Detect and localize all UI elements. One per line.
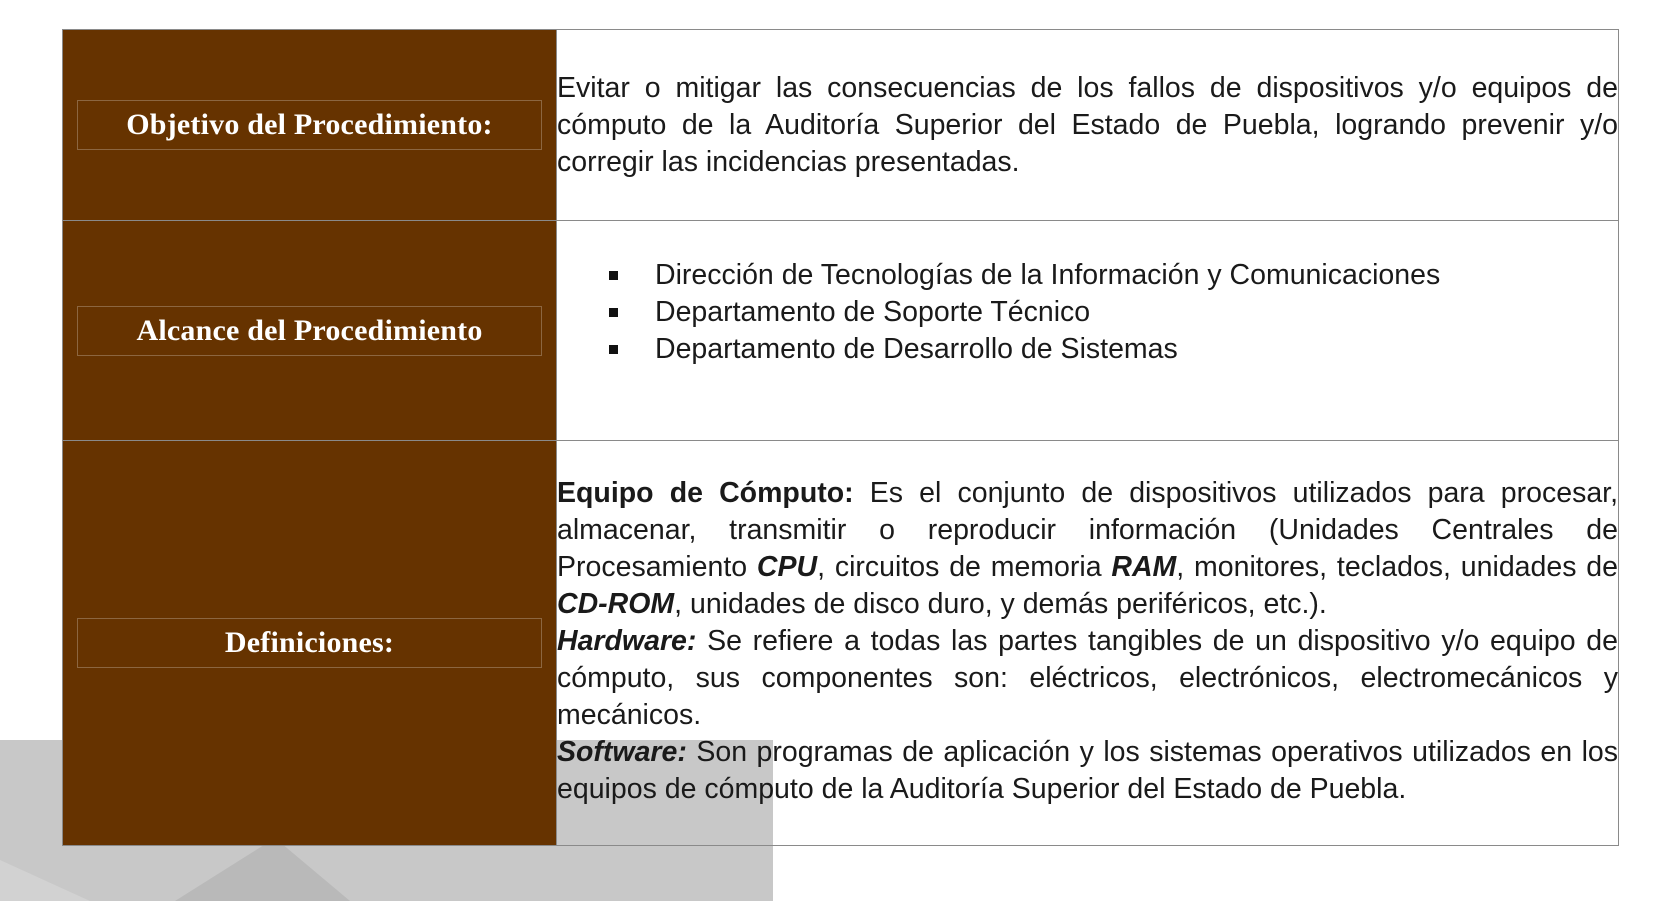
definition-hardware xyxy=(557,623,1618,734)
square-bullet-icon xyxy=(609,308,618,317)
list-item xyxy=(609,331,1618,368)
definition-acronym: RAM xyxy=(1111,550,1177,583)
definition-software xyxy=(557,734,1618,808)
definition-text: , monitores, teclados, unidades de xyxy=(1176,550,1618,583)
definition-text: Son programas de aplicación y los sistemas operativos utilizados en los equipos de cómputo de la Auditoría Superior del Estado de Puebla. xyxy=(557,735,1618,805)
objective-label-cell xyxy=(63,30,557,221)
definitions-label: Definiciones: xyxy=(224,626,395,659)
scope-label-cell xyxy=(63,221,557,441)
definition-term: Hardware: xyxy=(557,624,697,657)
definition-term: Equipo de Cómputo: xyxy=(557,476,854,509)
scope-item-text: Departamento de Soporte Técnico xyxy=(655,296,1091,328)
definition-acronym: CD-ROM xyxy=(557,587,675,620)
label-band xyxy=(77,618,542,668)
definition-equipo xyxy=(557,475,1618,623)
scope-list xyxy=(557,257,1618,404)
square-bullet-icon xyxy=(609,271,618,280)
definitions-list xyxy=(557,457,1618,830)
scope-item-text: Departamento de Desarrollo de Sistemas xyxy=(655,333,1178,365)
objective-text: Evitar o mitigar las consecuencias de los fallos de dispositivos y/o equipos de cómputo de la Auditoría Superior del Estado de Puebla, logrando prevenir y/o corregir las incidencias presentadas. xyxy=(557,71,1618,178)
table-row-scope xyxy=(63,221,1619,441)
label-band xyxy=(77,100,542,150)
definition-text: Se refiere a todas las partes tangibles de un dispositivo y/o equipo de cómputo, sus componentes son: eléctricos, electrónicos, electromecánicos y mecánicos. xyxy=(557,624,1618,731)
definitions-content-cell xyxy=(557,441,1619,846)
list-item xyxy=(609,257,1618,294)
definition-acronym: CPU xyxy=(756,550,818,583)
definition-text: Es el conjunto de dispositivos utilizados para procesar, almacenar, transmitir o reproducir información (Unidades Centrales de Procesamiento xyxy=(557,476,1619,583)
list-item xyxy=(609,294,1618,331)
objective-label: Objetivo del Procedimiento: xyxy=(126,108,493,141)
definition-term: Software: xyxy=(557,735,687,768)
scope-content-cell xyxy=(557,221,1619,441)
procedure-table xyxy=(62,29,1619,846)
label-band xyxy=(77,306,542,356)
objective-content-cell xyxy=(557,30,1619,221)
scope-item-text: Dirección de Tecnologías de la Información y Comunicaciones xyxy=(655,259,1441,291)
square-bullet-icon xyxy=(609,345,618,354)
definition-text: , unidades de disco duro, y demás periféricos, etc.). xyxy=(674,587,1327,620)
table-row-definitions xyxy=(63,441,1619,846)
scope-label: Alcance del Procedimiento xyxy=(136,313,483,347)
definition-text: , circuitos de memoria xyxy=(817,550,1112,583)
table-row-objective xyxy=(63,30,1619,221)
definitions-label-cell xyxy=(63,441,557,846)
